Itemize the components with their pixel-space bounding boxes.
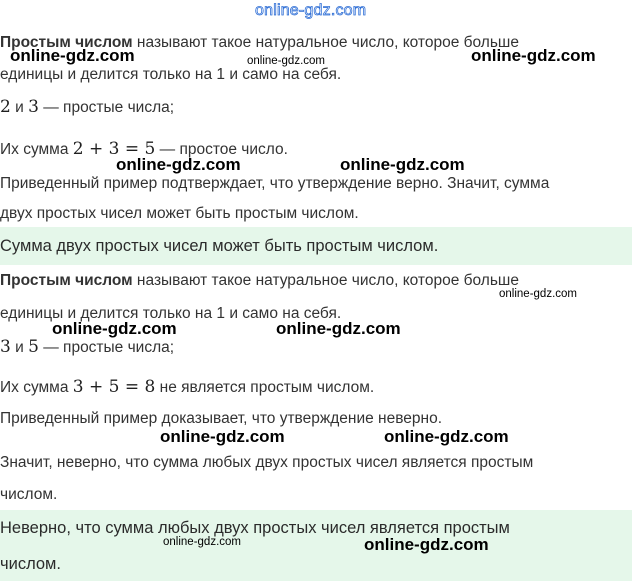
watermark-large: online-gdz.com <box>160 427 285 446</box>
sum-prefix-2: Их сумма <box>0 379 73 396</box>
answer-text-2-line1: Неверно, что сумма любых двух простых чисел является простым <box>0 519 510 537</box>
prime-a-1: 2 <box>0 97 11 117</box>
definition-term-1: Простым числом <box>0 34 133 51</box>
sum-expression-2: 3 + 5 = 8 <box>72 377 156 397</box>
prime-b-2: 5 <box>28 337 39 357</box>
conclusion-line1-1: Приведенный пример подтверждает, что утверждение верно. Значит, сумма <box>0 175 550 192</box>
watermark-large: online-gdz.com <box>52 319 177 338</box>
primes-tail-1: — простые числа; <box>38 99 175 116</box>
prime-a-2: 3 <box>0 337 11 357</box>
sum-tail-2: не является простым числом. <box>155 379 375 396</box>
sum-line-2 <box>0 377 374 398</box>
primes-and-1: и <box>10 99 29 116</box>
definition-term-2: Простым числом <box>0 272 133 289</box>
header-watermark: online-gdz.com <box>255 2 367 19</box>
conclusion-line1-2: Приведенный пример доказывает, что утверждение неверно. <box>0 410 443 427</box>
definition-line2-1: единицы и делится только на 1 и само на себя. <box>0 66 342 83</box>
watermark-small: online-gdz.com <box>163 536 241 548</box>
watermark-small: online-gdz.com <box>499 288 577 300</box>
watermark-large: online-gdz.com <box>384 427 509 446</box>
definition-text-2: называют такое натуральное число, которое больше <box>132 272 519 289</box>
sum-tail-1: — простое число. <box>155 141 288 158</box>
conclusion-line2-2: Значит, неверно, что сумма любых двух простых чисел является простым <box>0 454 534 471</box>
answer-text-1: Сумма двух простых чисел может быть простым числом. <box>0 237 439 255</box>
answer-text-2-line2: числом. <box>0 555 61 573</box>
primes-line-1 <box>0 97 174 118</box>
watermark-large: online-gdz.com <box>276 319 401 338</box>
watermark-large: online-gdz.com <box>10 46 135 65</box>
conclusion-line2-1: двух простых чисел может быть простым числом. <box>0 205 359 222</box>
watermark-large: online-gdz.com <box>364 535 489 554</box>
conclusion-line3-2: числом. <box>0 486 58 503</box>
watermark-large: online-gdz.com <box>116 155 241 174</box>
watermark-large: online-gdz.com <box>471 46 596 65</box>
primes-tail-2: — простые числа; <box>38 339 175 356</box>
watermark-large: online-gdz.com <box>340 155 465 174</box>
primes-line-2 <box>0 337 174 358</box>
definition-paragraph-2 <box>0 271 519 291</box>
sum-expression-1: 2 + 3 = 5 <box>72 139 156 159</box>
watermark-small: online-gdz.com <box>247 55 325 67</box>
primes-and-2: и <box>10 339 29 356</box>
definition-text-1: называют такое натуральное число, которое больше <box>132 34 519 51</box>
sum-prefix-1: Их сумма <box>0 141 73 158</box>
definition-line2-2: единицы и делится только на 1 и само на себя. <box>0 305 342 322</box>
prime-b-1: 3 <box>28 97 39 117</box>
